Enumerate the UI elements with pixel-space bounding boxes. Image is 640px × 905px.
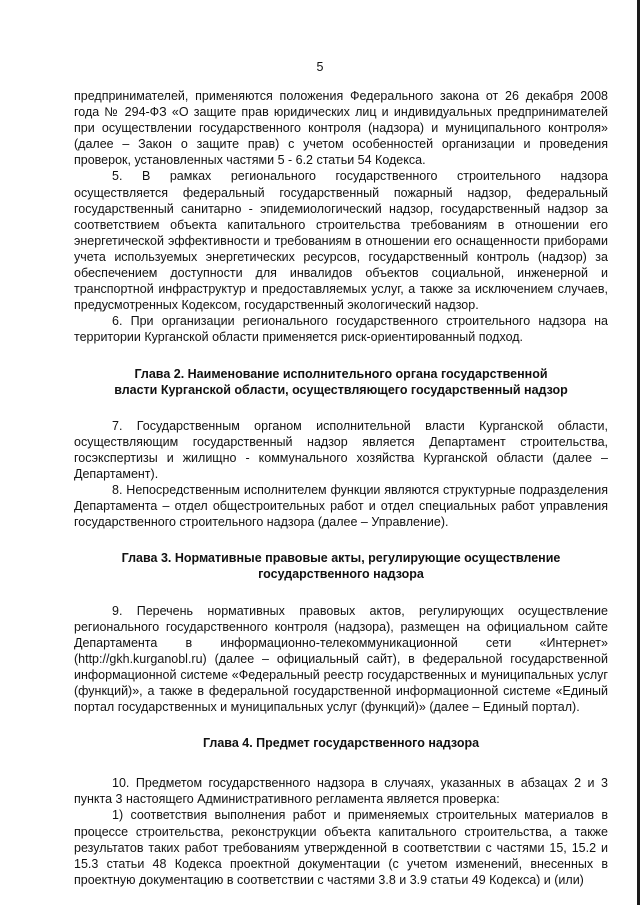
paragraph-10: 10. Предметом государственного надзора в случаях, указанных в абзацах 2 и 3 пункта 3 настоящего Административного регламента является проверка: <box>74 776 608 807</box>
paragraph-10-item-1: 1) соответствия выполнения работ и применяемых строительных материалов в процессе строительства, реконструкции объекта капитального строительства, а также результатов таких работ требованиям утвержденной в соответствии с частями 15, 15.2 и 15.3 статьи 48 Кодекса проектной документации (с учетом изменений, внесенных в проектную документацию в соответствии с частями 3.8 и 3.9 статьи 49 Кодекса) и (или) <box>74 808 608 887</box>
page-number: 5 <box>316 60 324 74</box>
paragraph-9: 9. Перечень нормативных правовых актов, регулирующих осуществление регионального государственного контроля (надзора), размещен на официальном сайте Департамента в информационно-телекоммуникационной сети «Интернет» (http://gkh.kurganobl.ru) (далее – официальный сайт), в федеральной государственной информационной системе «Федеральный реестр государственных и муниципальных услуг (функций)», а также в федеральной государственной информационной системе «Единый портал государственных и муниципальных услуг (функций)» (далее – Единый портал). <box>74 603 608 715</box>
chapter-2-heading: Глава 2. Наименование исполнительного органа государственной власти Курганской области, осуществляющего государственный надзор <box>114 366 568 397</box>
paragraph-continuation: предпринимателей, применяются положения Федерального закона от 26 декабря 2008 года № 294-ФЗ «О защите прав юридических лиц и индивидуальных предпринимателей при осуществлении государственного контроля (надзора) и муниципального контроля» (далее – Закон о защите прав) с учетом особенностей организации и проведения проверок, установленных частями 5 - 6.2 статьи 54 Кодекса. <box>74 89 608 168</box>
document-body <box>74 88 608 888</box>
chapter-3-heading: Глава 3. Нормативные правовые акты, регулирующие осуществление государственного надзора <box>121 551 561 582</box>
paragraph-6: 6. При организации регионального государственного строительного надзора на территории Курганской области применяется риск-ориентированный подход. <box>74 314 608 345</box>
paragraph-5: 5. В рамках регионального государственного строительного надзора осуществляется федеральный государственный пожарный надзор, федеральный государственный санитарно - эпидемиологический надзор, государственный надзор за соответствием объекта капитального строительства требованиям в отношении его энергетической эффективности и требованиям в отношении его оснащенности приборами учета используемых энергетических ресурсов, государственный контроль (надзор) за обеспечением доступности для инвалидов объектов социальной, инженерной и транспортной инфраструктур и предоставляемых услуг, а также за исключением случаев, предусмотренных Кодексом, государственный экологический надзор. <box>74 169 608 313</box>
paragraph-7: 7. Государственным органом исполнительной власти Курганской области, осуществляющим государственный надзор является Департамент строительства, госэкспертизы и жилищно - коммунального хозяйства Курганской области (далее – Департамент). <box>74 418 608 481</box>
chapter-4-heading: Глава 4. Предмет государственного надзора <box>202 736 480 751</box>
paragraph-8: 8. Непосредственным исполнителем функции являются структурные подразделения Департамента – отдел общестроительных работ и отдел специальных работ управления государственного строительного надзора (далее – Управление). <box>74 483 608 530</box>
